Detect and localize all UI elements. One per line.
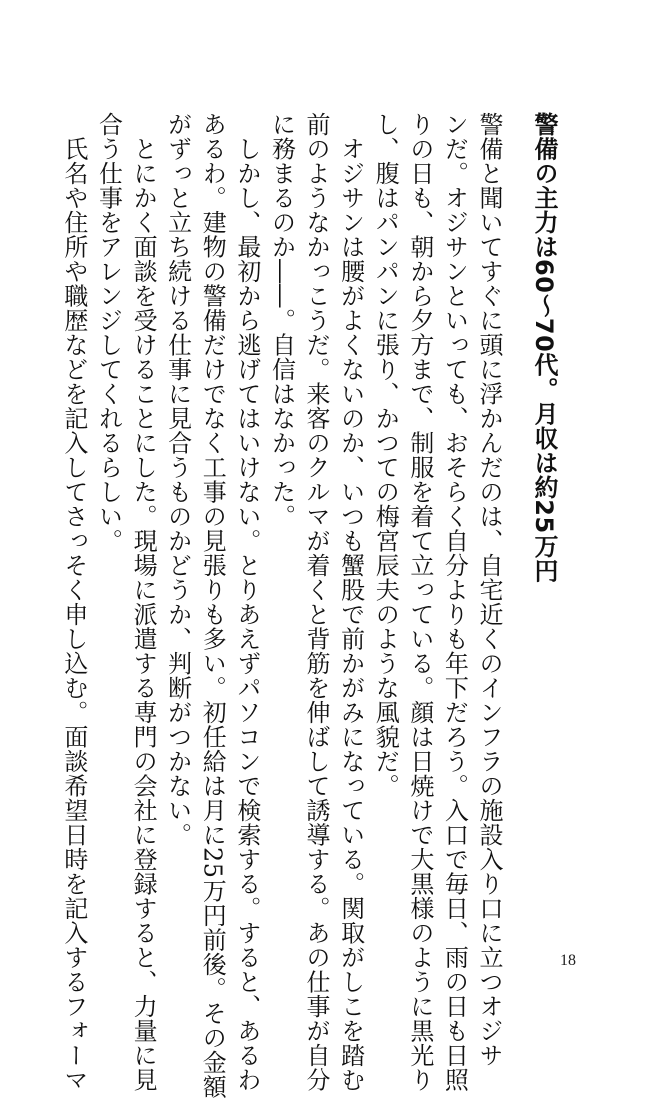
text-column: ンだ。オジサンといっても、おそらく自分よりも年下だろう。入口で毎日、雨の日も日照 — [440, 112, 469, 1092]
text-column: 前のようなかっこうだ。来客のクルマが着くと背筋を伸ばして誘導する。あの仕事が自分 — [302, 112, 331, 1092]
body-text — [59, 112, 506, 1099]
text-column: 氏名や住所や職歴などを記入してさっそく申し込む。面談希望日時を記入するフォーマ — [59, 112, 88, 1092]
text-column: りの日も、朝から夕方まで、制服を着て立っている。顔は日焼けで大黒様のように黒光り — [405, 112, 434, 1092]
text-column: 警備と聞いてすぐに頭に浮かんだのは、自宅近くのインフラの施設入り口に立つオジサ — [475, 112, 503, 1068]
text-column: しかし、最初から逃げてはいけない。とりあえずパソコンで検索する。すると、あるわ — [232, 112, 261, 1092]
text-column: に務まるのか――。自信はなかった。 — [267, 112, 296, 529]
text-column: オジサンは腰がよくないのか、いつも蟹股で前かがみになっている。関取がしこを踏む — [336, 112, 365, 1092]
text-column: がずっと立ち続ける仕事に見合うものかどうか、判断がつかない。 — [163, 112, 192, 847]
text-column: とにかく面談を受けることにした。現場に派遣する専門の会社に登録すると、力量に見 — [129, 112, 158, 1092]
text-column: し、腹はパンパンに張り、かつての梅宮辰夫のような風貌だ。 — [371, 112, 400, 798]
text-column: 合う仕事をアレンジしてくれるらしい。 — [94, 112, 123, 553]
section-heading: 警備の主力は60〜70代。月収は約25万円 — [530, 112, 558, 583]
text-column: あるわ。建物の警備だけでなく工事の見張りも多い。初任給は月に25万円前後。その金額 — [198, 112, 227, 1099]
page-number: 18 — [560, 952, 576, 969]
